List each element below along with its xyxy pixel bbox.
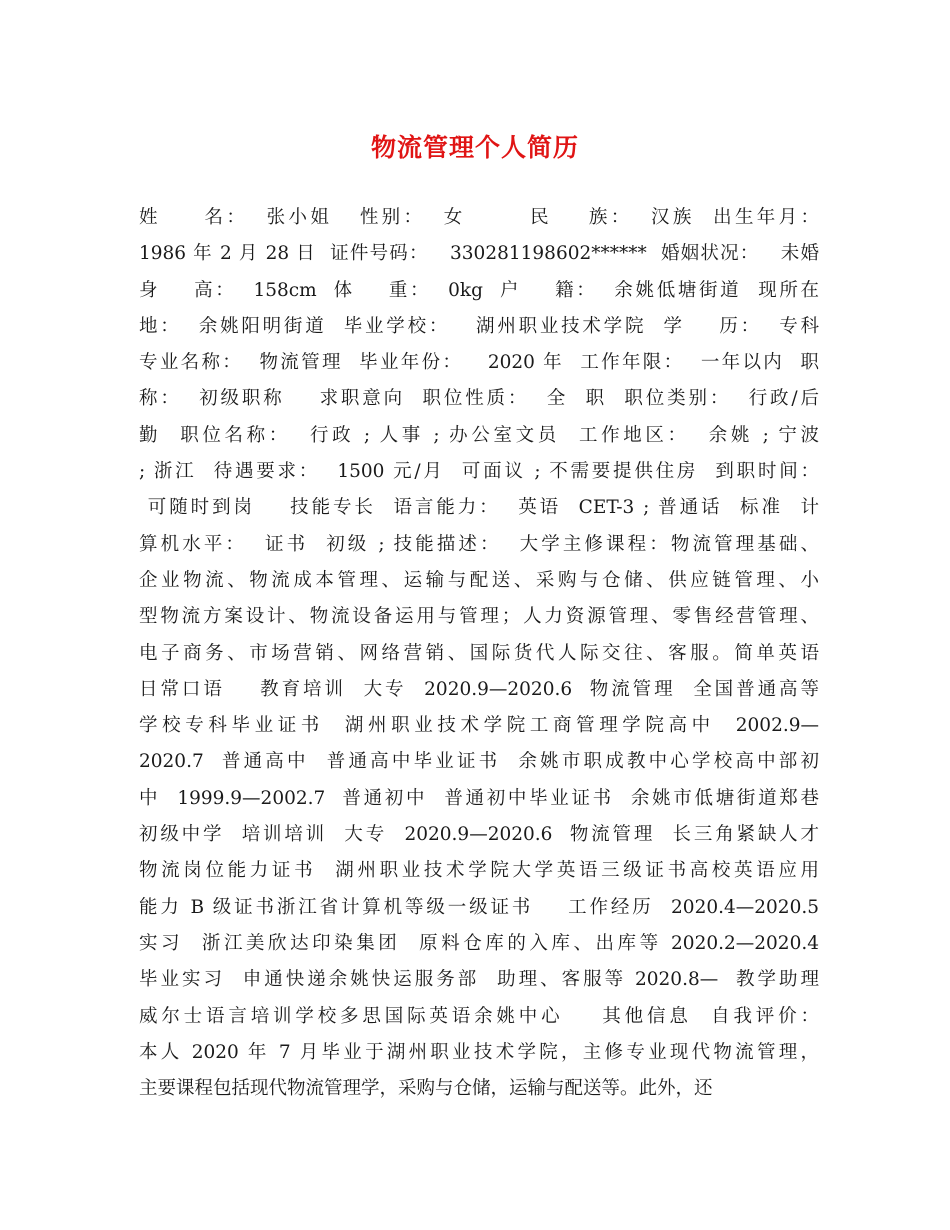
document-title: 物流管理个人简历 <box>370 133 579 162</box>
body-line: 1986 年 2 月 28 日 证件号码： 330281198602****** 婚姻状况： 未婚 <box>139 243 819 265</box>
body-line: 实习 浙江美欣达印染集团 原料仓库的入库、出库等 2020.2—2020.4 <box>139 932 819 954</box>
body-line: 地： 余姚阳明街道 毕业学校： 湖州职业技术学院 学 历： 专科 <box>139 315 819 337</box>
body-line: 身 高： 158cm 体 重： 0kg 户 籍： 余姚低塘街道 现所在 <box>139 279 819 301</box>
body-line: 本人 2020 年 7 月毕业于湖州职业技术学院，主修专业现代物流管理， <box>139 1041 819 1063</box>
body-line: 型物流方案设计、物流设备运用与管理；人力资源管理、零售经营管理、 <box>139 606 819 628</box>
body-line: 姓 名： 张小姐 性别： 女 民 族： 汉族 出生年月： <box>139 207 819 228</box>
body-line: 中 1999.9—2002.7 普通初中 普通初中毕业证书 余姚市低塘街道郑巷 <box>139 787 819 809</box>
body-line: 可随时到岗 技能专长 语言能力： 英语 CET-3 ; 普通话 标准 计 <box>139 497 819 519</box>
body-line: 学校专科毕业证书 湖州职业技术学院工商管理学院高中 2002.9— <box>139 715 819 737</box>
body-line: 初级中学 培训培训 大专 2020.9—2020.6 物流管理 长三角紧缺人才 <box>139 824 819 846</box>
body-line: 毕业实习 申通快递余姚快运服务部 助理、客服等 2020.8— 教学助理 <box>139 969 819 991</box>
body-line: 主要课程包括现代物流管理学，采购与仓储，运输与配送等。此外，还 <box>139 1078 713 1100</box>
body-line: 算机水平： 证书 初级 ; 技能描述： 大学主修课程：物流管理基础、 <box>139 533 819 555</box>
body-line: 日常口语 教育培训 大专 2020.9—2020.6 物流管理 全国普通高等 <box>139 678 819 700</box>
body-line: 能力 B 级证书浙江省计算机等级一级证书 工作经历 2020.4—2020.5 <box>139 896 819 918</box>
body-line: ; 浙江 待遇要求： 1500 元/月 可面议 ; 不需要提供住房 到职时间： <box>139 461 819 483</box>
body-line: 称： 初级职称 求职意向 职位性质： 全 职 职位类别： 行政/后 <box>139 388 819 410</box>
body-line: 专业名称： 物流管理 毕业年份： 2020 年 工作年限： 一年以内 职 <box>139 352 819 374</box>
body-line: 电子商务、市场营销、网络营销、国际货代人际交往、客服。简单英语 <box>139 642 819 664</box>
body-line: 勤 职位名称： 行政 ; 人事 ; 办公室文员 工作地区： 余姚 ; 宁波 <box>139 424 819 446</box>
body-line: 企业物流、物流成本管理、运输与配送、采购与仓储、供应链管理、小 <box>139 569 819 591</box>
body-line: 物流岗位能力证书 湖州职业技术学院大学英语三级证书高校英语应用 <box>139 860 819 882</box>
resume-body <box>139 200 819 1107</box>
body-line: 2020.7 普通高中 普通高中毕业证书 余姚市职成教中心学校高中部初 <box>139 751 819 773</box>
body-line: 威尔士语言培训学校多思国际英语余姚中心 其他信息 自我评价： <box>139 1005 819 1027</box>
